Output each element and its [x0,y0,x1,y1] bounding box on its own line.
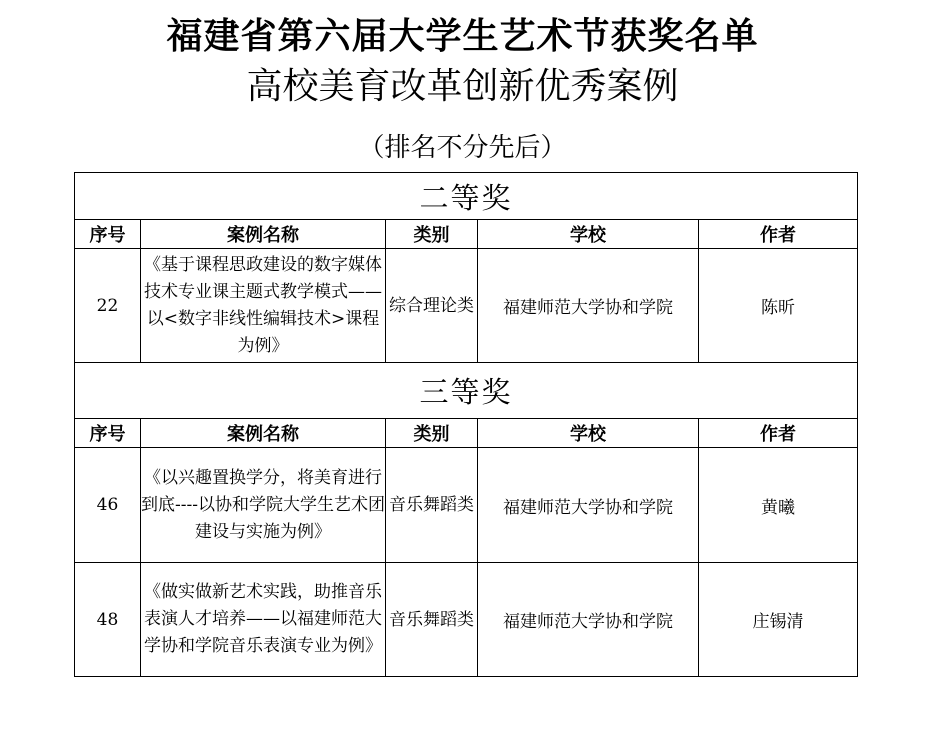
section-header-row [75,363,858,419]
case-category: 音乐舞蹈类 [386,448,478,563]
column-header-case-name: 案例名称 [141,220,386,249]
page-subtitle: 高校美育改革创新优秀案例 [246,66,679,107]
entry-number: 22 [75,249,141,363]
column-header-category: 类别 [386,220,478,249]
table-row [75,448,858,563]
column-header-number: 序号 [75,419,141,448]
school-name: 福建师范大学协和学院 [478,563,699,677]
column-header-author: 作者 [699,220,858,249]
case-name: 《以兴趣置换学分，将美育进行到底----以协和学院大学生艺术团建设与实施为例》 [141,448,386,563]
author-name: 黄曦 [699,448,858,563]
case-name: 《做实做新艺术实践，助推音乐表演人才培养——以福建师范大学协和学院音乐表演专业为例》 [141,563,386,677]
case-category: 音乐舞蹈类 [386,563,478,677]
author-name: 陈昕 [699,249,858,363]
column-header-category: 类别 [386,419,478,448]
section-header-row [75,173,858,220]
column-header-number: 序号 [75,220,141,249]
school-name: 福建师范大学协和学院 [478,249,699,363]
entry-number: 46 [75,448,141,563]
table-row [75,563,858,677]
column-header-author: 作者 [699,419,858,448]
awards-table [74,172,858,677]
column-header-row [75,419,858,448]
section-title: 二等奖 [75,173,858,220]
column-header-row [75,220,858,249]
column-header-school: 学校 [478,220,699,249]
table-row [75,249,858,363]
entry-number: 48 [75,563,141,677]
author-name: 庄锡清 [699,563,858,677]
section-title: 三等奖 [75,363,858,419]
ranking-note: （排名不分先后） [358,133,567,163]
column-header-case-name: 案例名称 [141,419,386,448]
page-title: 福建省第六届大学生艺术节获奖名单 [166,16,759,57]
school-name: 福建师范大学协和学院 [478,448,699,563]
case-name: 《基于课程思政建设的数字媒体技术专业课主题式教学模式——以<数字非线性编辑技术>课程为例》 [141,249,386,363]
column-header-school: 学校 [478,419,699,448]
case-category: 综合理论类 [386,249,478,363]
